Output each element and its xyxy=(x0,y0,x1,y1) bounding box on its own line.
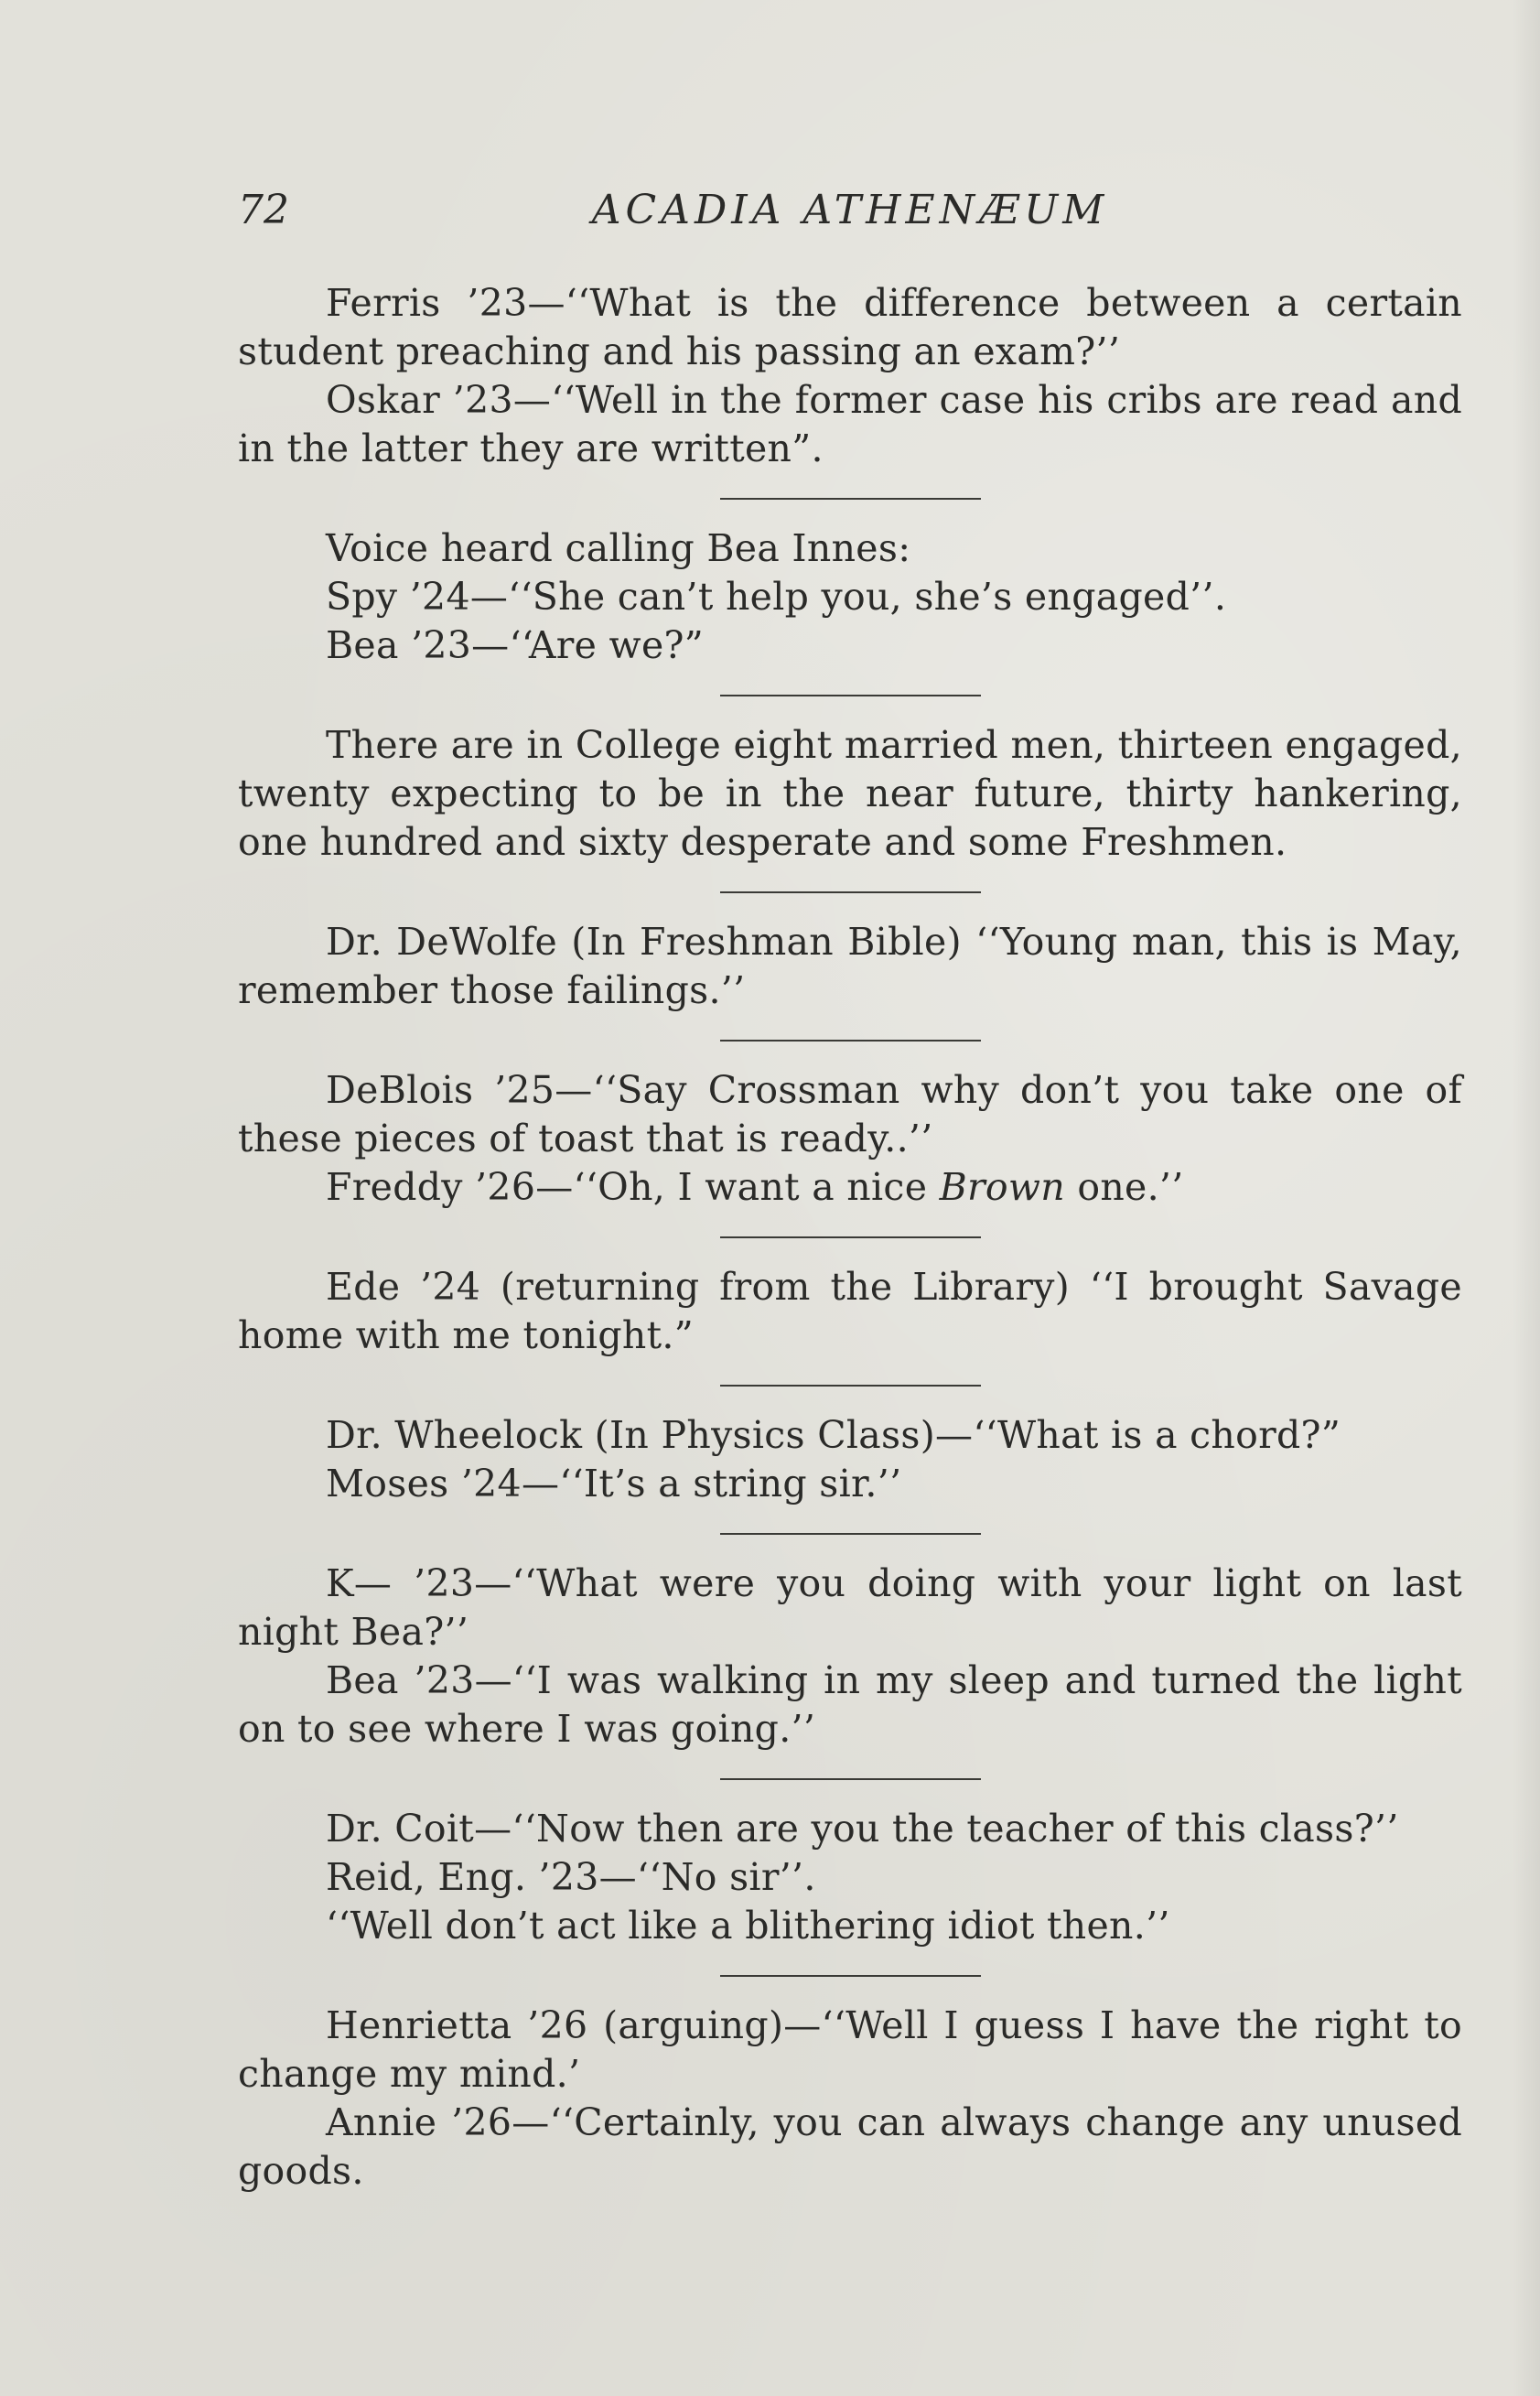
entry-coit-reid xyxy=(238,1805,1462,1950)
separator-rule xyxy=(720,1533,981,1535)
separator-rule xyxy=(720,1040,981,1042)
page-edge-shadow xyxy=(1513,0,1540,2396)
entry-k-bea xyxy=(238,1560,1462,1754)
entry-line-freddy xyxy=(238,1163,1462,1212)
entry-wheelock-moses xyxy=(238,1411,1462,1508)
entry-line: Bea ’23—‘‘I was walking in my sleep and turned the light on to see where I was going.’’ xyxy=(238,1658,1462,1751)
separator-rule xyxy=(720,891,981,893)
entry-line: Annie ’26—‘‘Certainly, you can always change any unused goods. xyxy=(238,2100,1462,2193)
entry-deblois-freddy xyxy=(238,1066,1462,1212)
page-header xyxy=(238,183,1462,238)
jokes-column xyxy=(238,279,1462,2196)
entry-line: There are in College eight married men, thirteen engaged, twenty expecting to be in the near future, thirty hankering, one hundred and sixty desperate and some Freshmen. xyxy=(238,723,1462,864)
freddy-text-italic: Brown xyxy=(939,1165,1066,1209)
separator-rule xyxy=(720,695,981,696)
entry-line: Ferris ’23—‘‘What is the difference between a certain student preaching and his passing an exam?’’ xyxy=(238,281,1462,373)
entry-ferris-oskar xyxy=(238,279,1462,473)
entry-line: Dr. Wheelock (In Physics Class)—‘‘What is a chord?” xyxy=(326,1413,1341,1457)
entry-line: ‘‘Well don’t act like a blithering idiot then.’’ xyxy=(326,1904,1170,1948)
page-number: 72 xyxy=(238,187,289,233)
freddy-text-after: one.’’ xyxy=(1065,1165,1184,1209)
separator-rule xyxy=(720,1385,981,1387)
entry-line: Bea ’23—‘‘Are we?” xyxy=(326,623,705,667)
entry-line: K— ’23—‘‘What were you doing with your light on last night Bea?’’ xyxy=(238,1561,1462,1654)
entry-ede xyxy=(238,1263,1462,1360)
entry-line: Henrietta ’26 (arguing)—‘‘Well I guess I have the right to change my mind.’ xyxy=(238,2003,1462,2096)
entry-bea-innes xyxy=(238,524,1462,670)
entry-line: Ede ’24 (returning from the Library) ‘‘I brought Savage home with me tonight.” xyxy=(238,1265,1462,1357)
entry-line: Dr. Coit—‘‘Now then are you the teacher of this class?’’ xyxy=(326,1807,1399,1851)
entry-line: Moses ’24—‘‘It’s a string sir.’’ xyxy=(326,1462,902,1506)
freddy-text-before: Freddy ’26—‘‘Oh, I want a nice xyxy=(326,1165,940,1209)
entry-line: Spy ’24—‘‘She can’t help you, she’s engaged’’. xyxy=(326,575,1227,619)
entry-henrietta-annie xyxy=(238,2002,1462,2196)
entry-line: Voice heard calling Bea Innes: xyxy=(326,526,911,570)
entry-college-men xyxy=(238,721,1462,867)
separator-rule xyxy=(720,1975,981,1977)
separator-rule xyxy=(720,1778,981,1780)
entry-dewolfe xyxy=(238,918,1462,1015)
entry-line: Reid, Eng. ’23—‘‘No sir’’. xyxy=(326,1855,816,1899)
entry-line: Dr. DeWolfe (In Freshman Bible) ‘‘Young man, this is May, remember those failings.’’ xyxy=(238,920,1462,1012)
running-title: ACADIA ATHENÆUM xyxy=(591,187,1109,233)
separator-rule xyxy=(720,1236,981,1238)
separator-rule xyxy=(720,498,981,500)
entry-line: DeBlois ’25—‘‘Say Crossman why don’t you take one of these pieces of toast that is ready..’’ xyxy=(238,1068,1462,1160)
entry-line: Oskar ’23—‘‘Well in the former case his cribs are read and in the latter they are written”. xyxy=(238,378,1462,470)
